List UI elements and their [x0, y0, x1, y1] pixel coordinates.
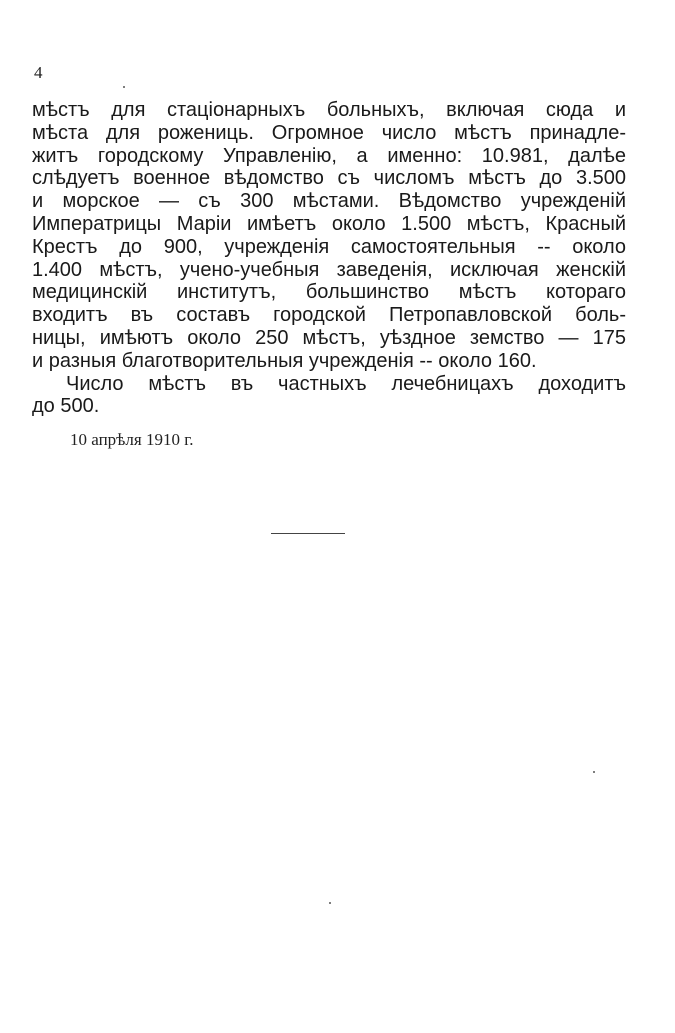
text-line: Число мѣстъ въ частныхъ лечебницахъ доходитъ	[66, 372, 626, 395]
text-line: слѣдуетъ военное вѣдомство съ числомъ мѣстъ до 3.500	[32, 167, 626, 190]
text-line: Императрицы Маріи имѣетъ около 1.500 мѣстъ, Красный	[32, 212, 626, 235]
text-line: мѣста для рожениць. Огромное число мѣстъ принадле-	[32, 121, 626, 144]
paragraph-1	[32, 99, 626, 373]
paper-speck	[329, 902, 331, 904]
date-signature: 10 апрѣля 1910 г.	[70, 430, 194, 449]
text-line: до 500.	[32, 395, 100, 418]
text-line: и морское — съ 300 мѣстами. Вѣдомство учрежденій	[32, 190, 626, 213]
body-text	[32, 99, 626, 418]
paragraph-2	[32, 373, 626, 419]
paper-speck	[593, 771, 595, 773]
text-line: и разныя благотворительныя учрежденія -- около 160.	[32, 349, 537, 372]
text-line: медицинскій институтъ, большинство мѣстъ котораго	[32, 281, 626, 304]
text-line: ницы, имѣютъ около 250 мѣстъ, уѣздное земство — 175	[32, 326, 626, 349]
text-line: 1.400 мѣстъ, учено-учебныя заведенія, исключая женскій	[32, 258, 626, 281]
separator-rule	[271, 533, 345, 534]
paper-speck	[123, 86, 125, 88]
text-line: Крестъ до 900, учрежденія самостоятельныя -- около	[32, 235, 626, 258]
text-line: входитъ въ составъ городской Петропавловской боль-	[32, 304, 626, 327]
text-line: мѣстъ для стаціонарныхъ больныхъ, включая сюда и	[32, 99, 626, 121]
page-number: 4	[34, 63, 43, 82]
text-line: житъ городскому Управленію, а именно: 10.981, далѣе	[32, 144, 626, 167]
